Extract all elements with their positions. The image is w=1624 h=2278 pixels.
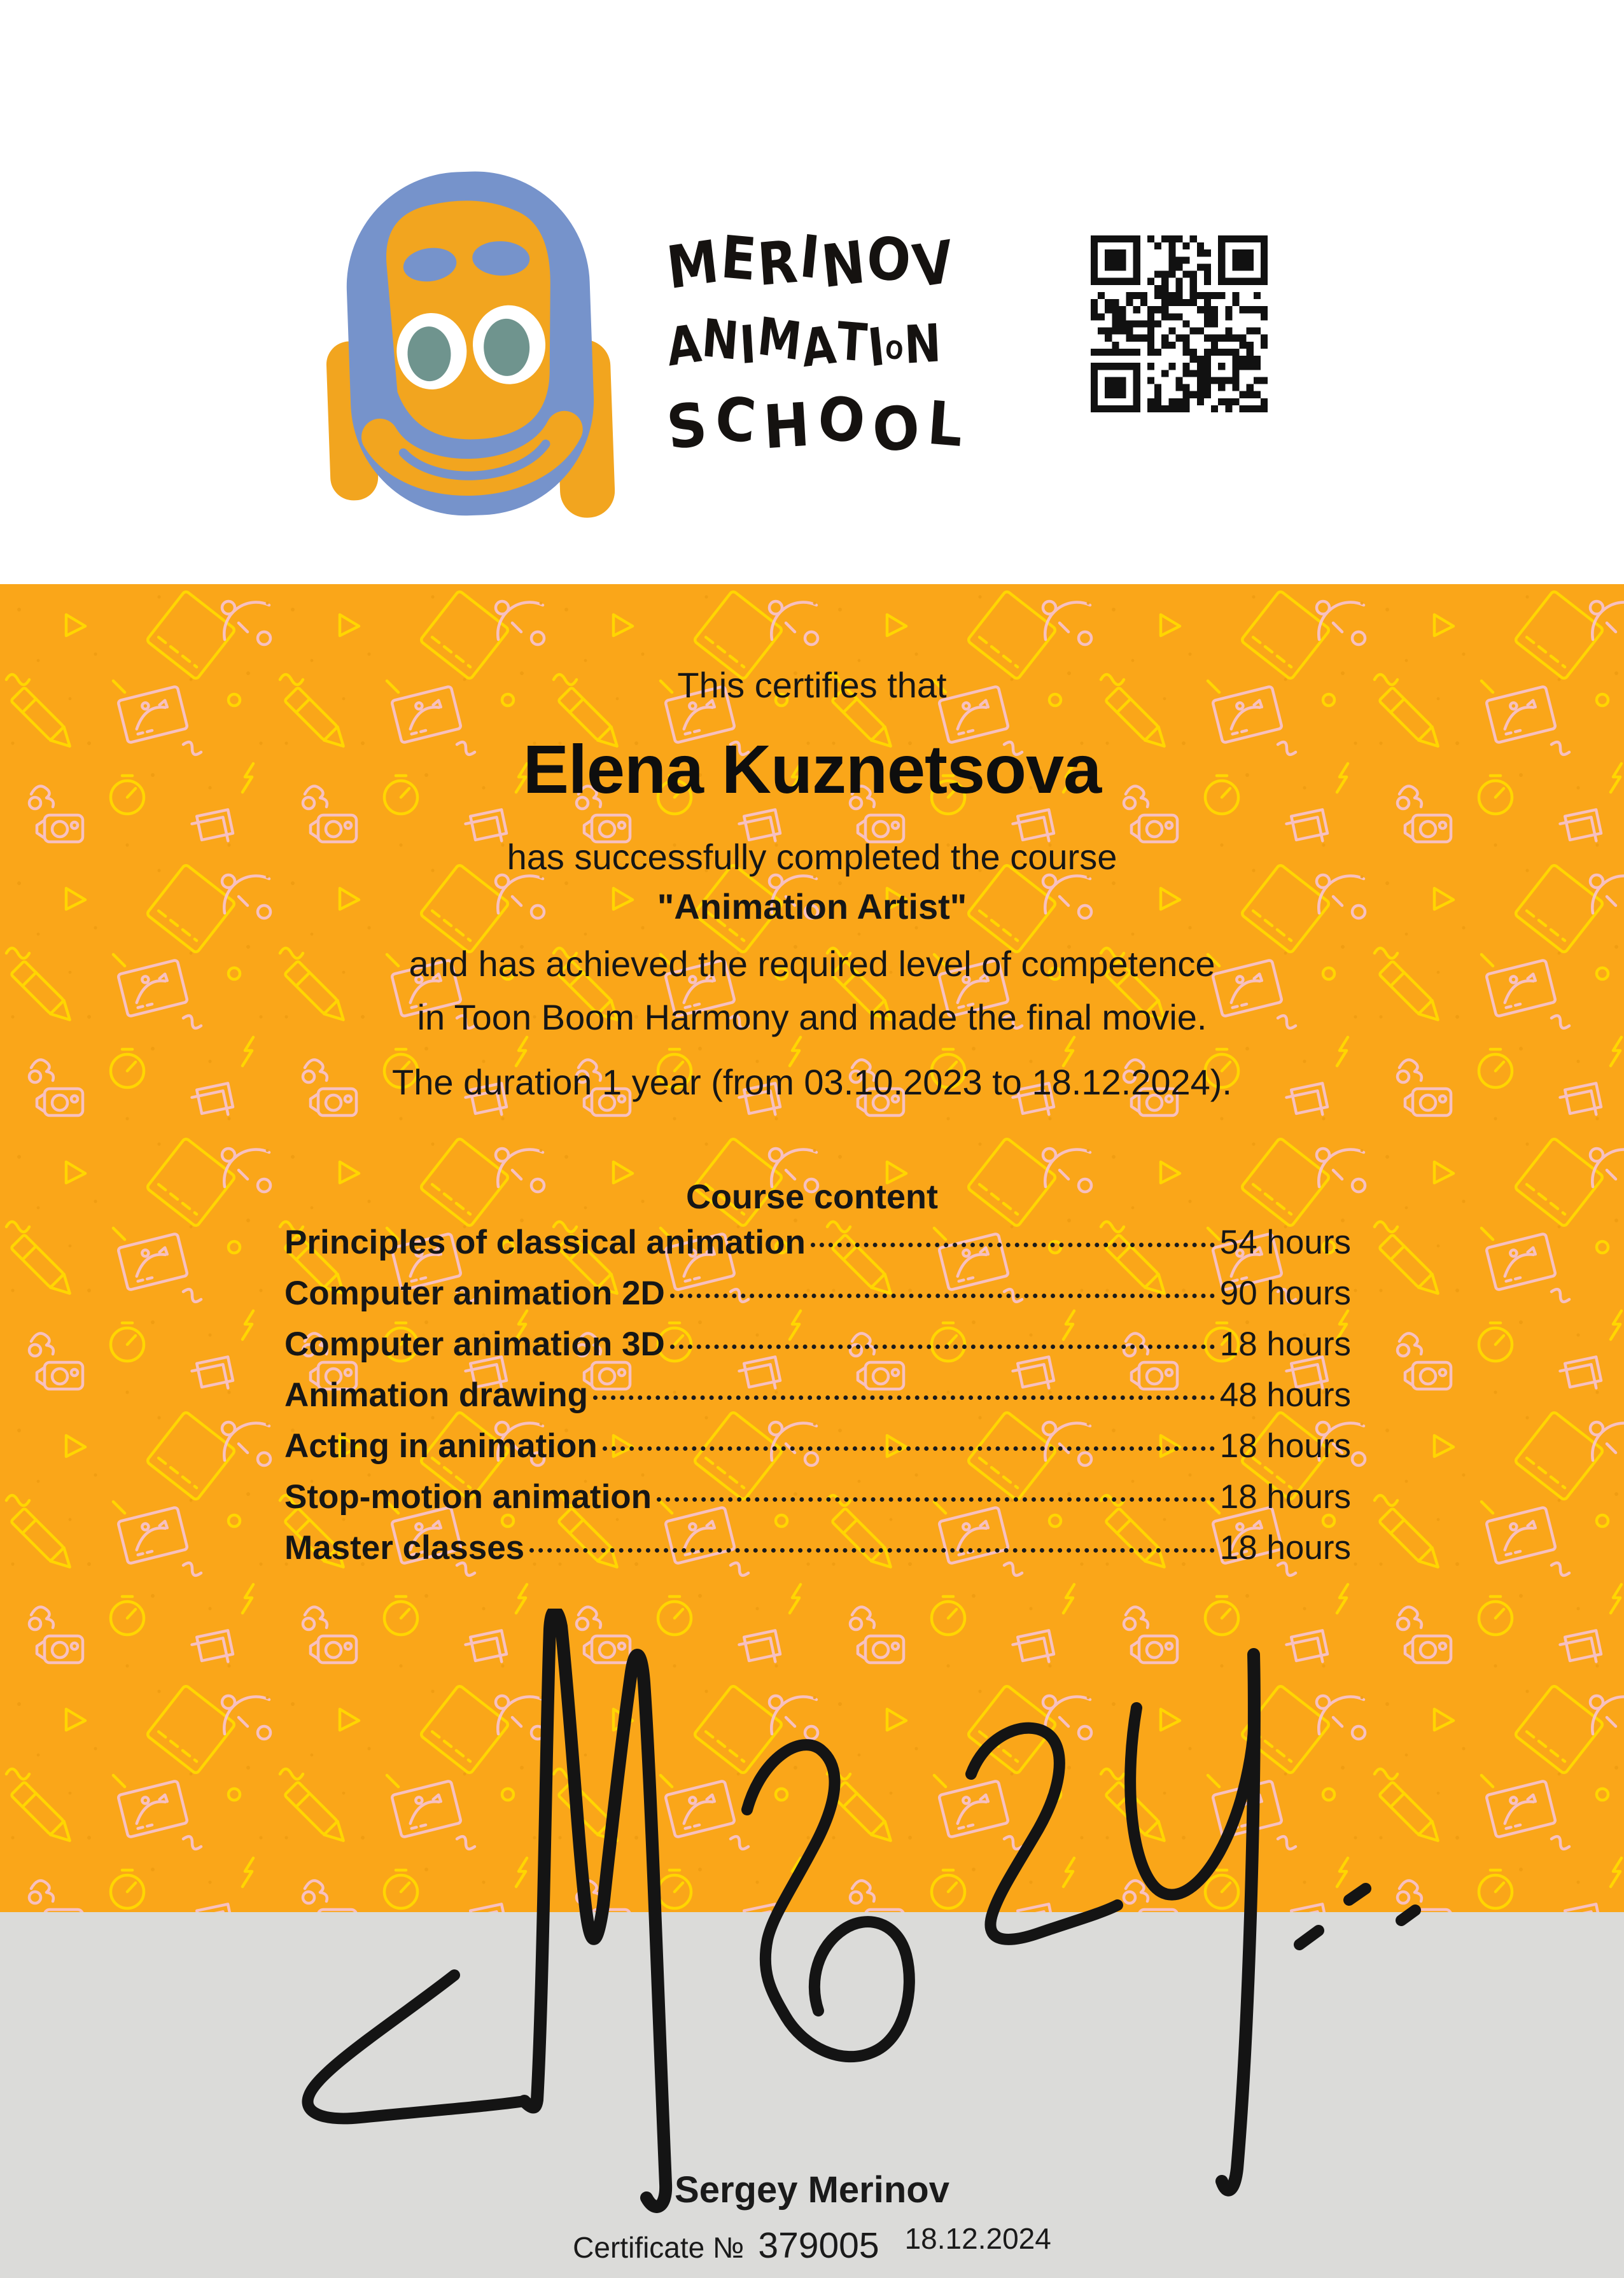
wordmark-line-3: SCHOOL [663,382,974,467]
dotted-leader [670,1294,1215,1298]
course-hours: 18 hours [1219,1427,1351,1465]
dotted-leader [603,1446,1215,1451]
course-label: Computer animation 3D [284,1325,665,1363]
dotted-leader [670,1345,1215,1349]
course-label: Principles of classical animation [284,1224,806,1261]
signer-name: Sergey Merinov [675,2169,949,2211]
course-hours: 18 hours [1219,1478,1351,1516]
dotted-leader [593,1395,1215,1400]
achievement-line-1: and has achieved the required level of competence [409,944,1215,984]
course-row [284,1427,1351,1478]
dotted-leader [657,1497,1215,1502]
course-hours: 18 hours [1219,1325,1351,1363]
certificate-date: 18.12.2024 [904,2222,1051,2255]
course-hours: 90 hours [1219,1275,1351,1312]
course-row [284,1223,1351,1274]
header [0,0,1624,584]
school-logo-robot-icon [318,167,617,523]
course-row [284,1274,1351,1325]
course-label: Stop-motion animation [284,1478,652,1516]
course-row [284,1325,1351,1376]
course-label: Computer animation 2D [284,1275,665,1312]
wordmark-line-2: ANIMATION [664,306,944,380]
course-hours: 48 hours [1219,1376,1351,1414]
course-name: "Animation Artist" [657,886,967,926]
school-wordmark [663,221,1100,467]
duration-line: The duration 1 year (from 03.10.2023 to 18.12.2024). [392,1062,1232,1102]
course-label: Master classes [284,1529,525,1567]
course-hours: 18 hours [1219,1529,1351,1567]
course-content-title: Course content [685,1178,939,1216]
course-label: Acting in animation [284,1427,598,1465]
wordmark-line-1: MERINOV [663,221,959,303]
achievement-line-2: in Toon Boom Harmony and made the final movie. [417,997,1207,1037]
course-row [284,1376,1351,1427]
dotted-leader [529,1548,1215,1553]
completed-line: has successfully completed the course [507,837,1117,877]
certificate-label: Certificate № [573,2231,745,2264]
certificate-number: 379005 [758,2225,879,2266]
course-row [284,1528,1351,1579]
recipient-name: Elena Kuznetsova [522,730,1102,807]
signature-scribble [274,1609,1508,2239]
course-label: Animation drawing [284,1376,588,1414]
course-row [284,1478,1351,1528]
dotted-leader [811,1243,1215,1247]
course-list [284,1223,1351,1579]
qr-code [1091,235,1268,412]
intro-line: This certifies that [677,665,947,705]
course-hours: 54 hours [1219,1224,1351,1261]
